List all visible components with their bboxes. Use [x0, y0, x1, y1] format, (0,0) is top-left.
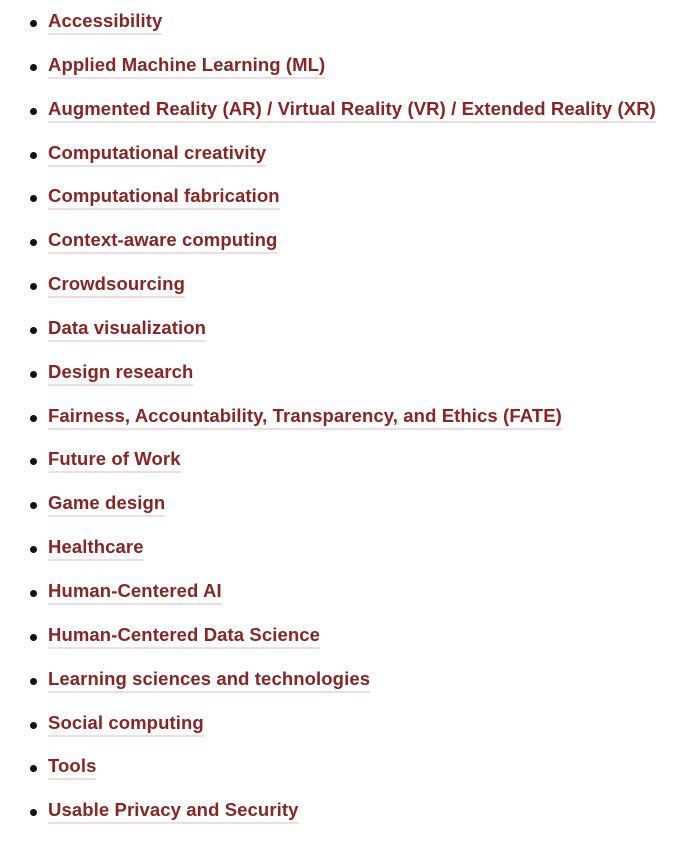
list-item [0, 272, 695, 316]
topic-link[interactable]: Social computing [48, 711, 204, 737]
list-item [0, 9, 695, 53]
list-item [0, 798, 695, 842]
topic-link[interactable]: Human-Centered Data Science [48, 623, 320, 649]
topic-link[interactable]: Usable Privacy and Security [48, 798, 299, 824]
topic-link[interactable]: Fairness, Accountability, Transparency, and Ethics (FATE) [48, 404, 562, 430]
list-item [0, 623, 695, 667]
topic-link[interactable]: Context-aware computing [48, 228, 277, 254]
list-item [0, 360, 695, 404]
bullet-icon [30, 809, 37, 816]
list-item [0, 184, 695, 228]
bullet-icon [30, 371, 37, 378]
list-item [0, 447, 695, 491]
list-item [0, 579, 695, 623]
bullet-icon [30, 722, 37, 729]
topic-link[interactable]: Applied Machine Learning (ML) [48, 53, 325, 79]
bullet-icon [30, 765, 37, 772]
topic-link[interactable]: Tools [48, 754, 96, 780]
list-item [0, 141, 695, 185]
topic-link[interactable]: Human-Centered AI [48, 579, 222, 605]
bullet-icon [30, 327, 37, 334]
list-item [0, 316, 695, 360]
topic-link[interactable]: Crowdsourcing [48, 272, 185, 298]
bullet-icon [30, 64, 37, 71]
topic-link[interactable]: Computational creativity [48, 141, 266, 167]
topic-link[interactable]: Augmented Reality (AR) / Virtual Reality (VR) / Extended Reality (XR) [48, 97, 656, 123]
bullet-icon [30, 634, 37, 641]
bullet-icon [30, 678, 37, 685]
list-item [0, 97, 695, 141]
topic-link[interactable]: Game design [48, 491, 165, 517]
bullet-icon [30, 239, 37, 246]
topic-link[interactable]: Healthcare [48, 535, 144, 561]
topic-link[interactable]: Data visualization [48, 316, 206, 342]
bullet-icon [30, 415, 37, 422]
topic-link[interactable]: Learning sciences and technologies [48, 667, 370, 693]
list-item [0, 53, 695, 97]
list-item [0, 711, 695, 755]
topic-link[interactable]: Computational fabrication [48, 184, 280, 210]
list-item [0, 491, 695, 535]
list-item [0, 228, 695, 272]
list-item [0, 754, 695, 798]
list-item [0, 535, 695, 579]
topic-link[interactable]: Design research [48, 360, 193, 386]
list-item [0, 404, 695, 448]
list-item [0, 667, 695, 711]
bullet-icon [30, 195, 37, 202]
topic-link[interactable]: Accessibility [48, 9, 162, 35]
bullet-icon [30, 502, 37, 509]
bullet-icon [30, 152, 37, 159]
bullet-icon [30, 108, 37, 115]
bullet-icon [30, 283, 37, 290]
topic-link[interactable]: Future of Work [48, 447, 181, 473]
bullet-icon [30, 546, 37, 553]
bullet-icon [30, 20, 37, 27]
bullet-icon [30, 458, 37, 465]
bullet-icon [30, 590, 37, 597]
